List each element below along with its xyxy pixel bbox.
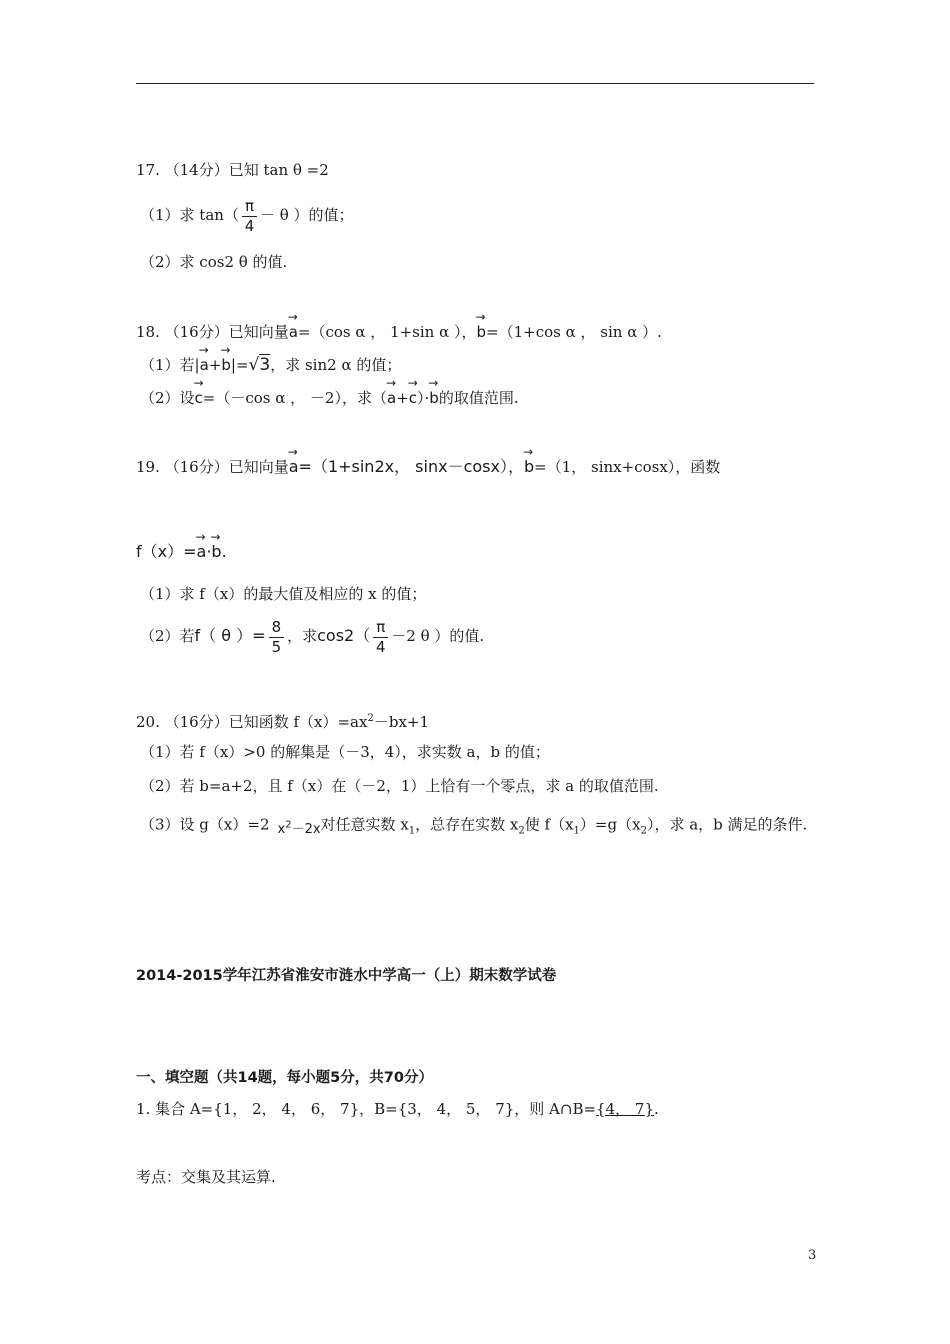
exponent: $x^2-2x$: [277, 820, 321, 838]
fraction: $\frac{\pi}{4}$: [242, 197, 257, 236]
q18-part2: （2）设→ c=（－cos α ， －2），求（→ a+→ c）·→ b的取值范围.: [140, 384, 519, 408]
vector-a: → a: [197, 538, 207, 562]
sqrt-three: √3: [248, 355, 271, 375]
q20-part2: （2）若 b=a+2，且 f（x）在（－2，1）上恰有一个零点，求 a 的取值范围.: [140, 777, 659, 795]
vector-a: → a: [200, 351, 209, 375]
q18-part1: （1）若|→ a+→ b|=√3，求 sin2 α 的值；: [140, 351, 401, 375]
q17-part1: （1）求 tan（ $\frac{\pi}{4}$ － θ ）的值；: [140, 196, 354, 235]
vector-c: → c: [195, 384, 203, 408]
q17-part2: （2）求 cos2 θ 的值.: [140, 253, 288, 271]
vector-c: → c: [409, 384, 417, 408]
answer-value: {4， 7}: [596, 1100, 654, 1118]
vector-a: → a: [289, 453, 299, 477]
vector-b: → b: [477, 318, 487, 342]
q19-part1: （1）求 f（x）的最大值及相应的 x 的值；: [140, 585, 427, 603]
header-rule: [136, 83, 814, 84]
q20-part3: （3）设 g（x）=2 $x^2-2x$对任意实数 $x_1$，总存在实数 $x_2$使 $f(x_1)=g(x_2)$，求 a，b 满足的条件.: [140, 815, 808, 838]
vector-b: → b: [524, 453, 534, 477]
kaodian: 考点：交集及其运算.: [136, 1168, 276, 1186]
fraction: $\frac{8}{5}$: [269, 618, 285, 657]
q19-part2: （2）若f（ θ ）= $\frac{8}{5}$ ，求cos2（ $\frac{\pi}{4}$ －2 θ ）的值.: [140, 617, 485, 656]
doc-title: 2014-2015学年江苏省淮安市涟水中学高一（上）期末数学试卷: [136, 968, 557, 984]
answer-q1: 1. 集合 A={1， 2， 4， 6， 7}，B={3， 4， 5， 7}，则 A∩B={4， 7}.: [136, 1100, 659, 1118]
q18-title: 18. （16分）已知向量→ a=（cos α ， 1+sin α ），→ b=（1+cos α ， sin α ）.: [136, 318, 662, 342]
q17-title: 17. （14分）已知 tan θ =2: [136, 161, 329, 179]
q20-part1: （1）若 f（x）>0 的解集是（－3，4），求实数 a，b 的值；: [140, 743, 550, 761]
vector-a: → a: [289, 318, 298, 342]
q20-title: 20. （16分）已知函数 $f(x)=ax^2-bx+1$: [136, 713, 430, 731]
vector-b: → b: [211, 538, 221, 562]
q19-function-def: f（x）=→ a·→ b.: [136, 538, 227, 562]
vector-b: → b: [221, 351, 231, 375]
q19-title: 19. （16分）已知向量→ a=（1+sin2x， sinx－cosx），→ b=（1， sinx+cosx），函数: [136, 453, 720, 477]
fraction: $\frac{\pi}{4}$: [373, 618, 388, 657]
page-number: 3: [808, 1248, 817, 1263]
vector-b: → b: [429, 384, 439, 408]
section-heading: 一、填空题（共14题，每小题5分，共70分）: [136, 1070, 433, 1086]
vector-a: → a: [387, 384, 396, 408]
